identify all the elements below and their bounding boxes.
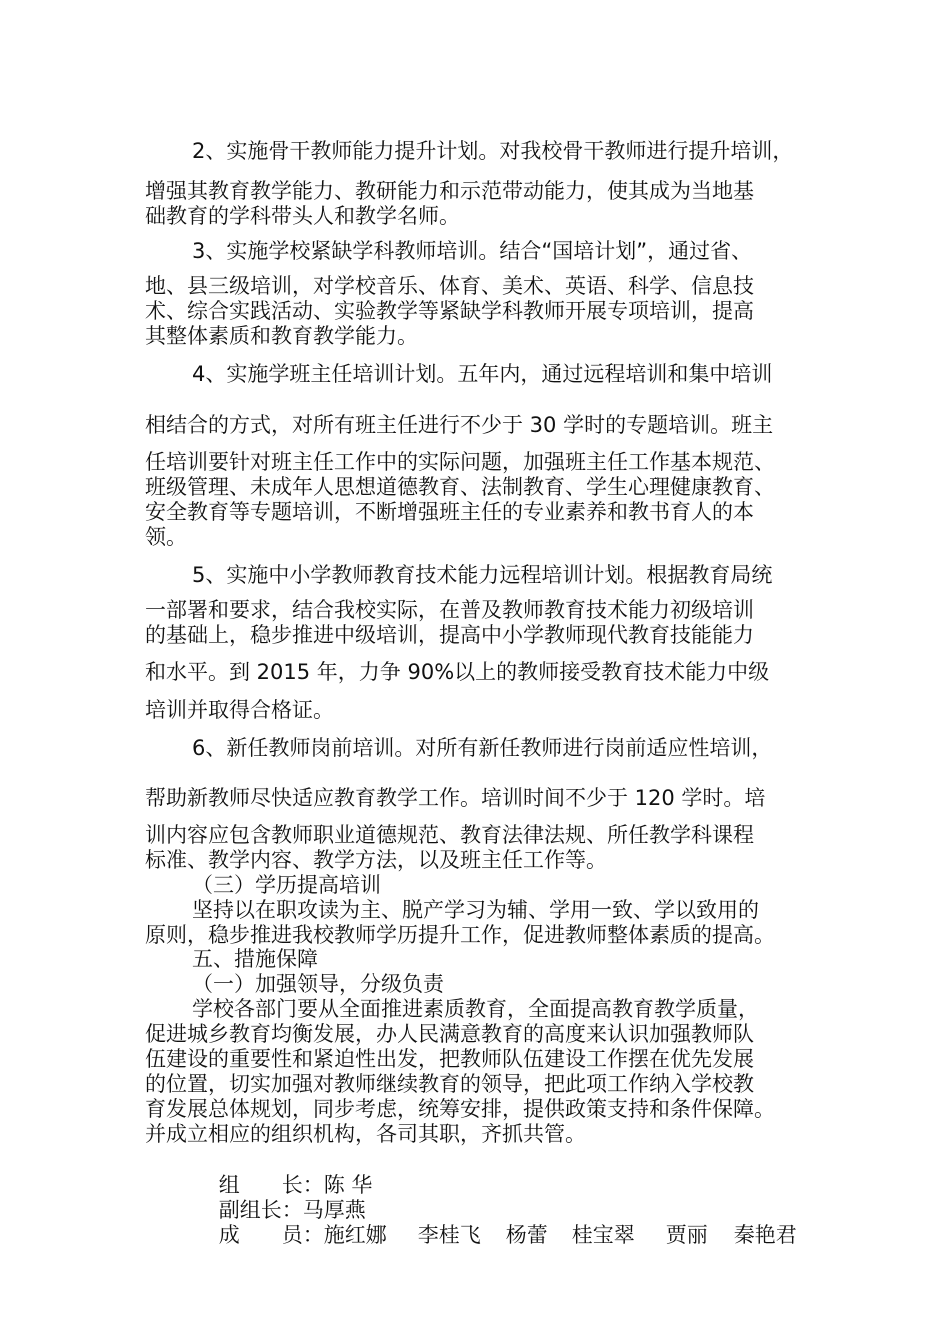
item4-line3: 任培训要针对班主任工作中的实际问题，加强班主任工作基本规范、 (145, 450, 775, 474)
deputy-label: 副组长： (218, 1198, 303, 1222)
item5-line2: 一部署和要求，结合我校实际，在普及教师教育技术能力初级培训 (145, 598, 754, 622)
member-name: 秦艳君 (733, 1223, 797, 1247)
part5-para-line4: 的位置，切实加强对教师继续教育的领导，把此项工作纳入学校教 (145, 1072, 754, 1096)
item3-line2: 地、县三级培训，对学校音乐、体育、美术、英语、科学、信息技 (145, 274, 754, 298)
members-row (192, 1196, 797, 1274)
member-name: 李桂飞 (417, 1223, 481, 1247)
member-name: 桂宝翠 (571, 1223, 635, 1247)
item3-line4: 其整体素质和教育教学能力。 (145, 324, 418, 348)
leader-label: 组 长： (218, 1173, 324, 1197)
item2-line1: 2、实施骨干教师能力提升计划。对我校骨干教师进行提升培训， (192, 139, 794, 163)
part5-para-line2: 促进城乡教育均衡发展，办人民满意教育的高度来认识加强教师队 (145, 1022, 754, 1046)
item6-line3: 训内容应包含教师职业道德规范、教育法律法规、所任教学科课程 (145, 823, 754, 847)
member-name: 杨蕾 (505, 1223, 548, 1247)
item4-line4: 班级管理、未成年人思想道德教育、法制教育、学生心理健康教育、 (145, 475, 775, 499)
leader-name: 陈 华 (323, 1173, 373, 1197)
section3-line2: 原则，稳步推进我校教师学历提升工作，促进教师整体素质的提高。 (145, 923, 775, 947)
member-name: 贾丽 (665, 1223, 708, 1247)
item5-line5: 培训并取得合格证。 (145, 698, 334, 722)
item4-line2: 相结合的方式，对所有班主任进行不少于 30 学时的专题培训。班主 (145, 413, 774, 437)
item2-line2: 增强其教育教学能力、教研能力和示范带动能力，使其成为当地基 (145, 179, 754, 203)
item2-line3: 础教育的学科带头人和教学名师。 (145, 204, 460, 228)
section3-line1: 坚持以在职攻读为主、脱产学习为辅、学用一致、学以致用的 (192, 898, 759, 922)
part5-para-line6: 并成立相应的组织机构，各司其职，齐抓共管。 (145, 1122, 586, 1146)
item5-line4: 和水平。到 2015 年，力争 90%以上的教师接受教育技术能力中级 (145, 660, 770, 684)
part5-para-line3: 伍建设的重要性和紧迫性出发，把教师队伍建设工作摆在优先发展 (145, 1047, 754, 1071)
members-label: 成 员： (218, 1223, 324, 1247)
item4-line6: 领。 (145, 525, 187, 549)
item5-line1: 5、实施中小学教师教育技术能力远程培训计划。根据教育局统 (192, 563, 773, 587)
item4-line1: 4、实施学班主任培训计划。五年内，通过远程培训和集中培训 (192, 362, 773, 386)
deputy-name: 马厚燕 (302, 1198, 366, 1222)
part5-para-line5: 育发展总体规划，同步考虑，统筹安排，提供政策支持和条件保障。 (145, 1097, 775, 1121)
part5-para-line1: 学校各部门要从全面推进素质教育，全面提高教育教学质量， (192, 997, 759, 1021)
member-name: 施红娜 (323, 1223, 387, 1247)
item6-line2: 帮助新教师尽快适应教育教学工作。培训时间不少于 120 学时。培 (145, 786, 766, 810)
section3-heading: （三）学历提高培训 (192, 873, 381, 897)
item4-line5: 安全教育等专题培训，不断增强班主任的专业素养和教书育人的本 (145, 500, 754, 524)
part5-heading: 五、措施保障 (192, 947, 318, 971)
part5-subheading: （一）加强领导，分级负责 (192, 972, 444, 996)
item3-line3: 术、综合实践活动、实验教学等紧缺学科教师开展专项培训，提高 (145, 299, 754, 323)
item5-line3: 的基础上，稳步推进中级培训，提高中小学教师现代教育技能能力 (145, 623, 754, 647)
item6-line4: 标准、教学内容、教学方法，以及班主任工作等。 (145, 848, 607, 872)
item6-line1: 6、新任教师岗前培训。对所有新任教师进行岗前适应性培训， (192, 736, 773, 760)
item3-line1: 3、实施学校紧缺学科教师培训。结合“国培计划”，通过省、 (192, 239, 753, 263)
